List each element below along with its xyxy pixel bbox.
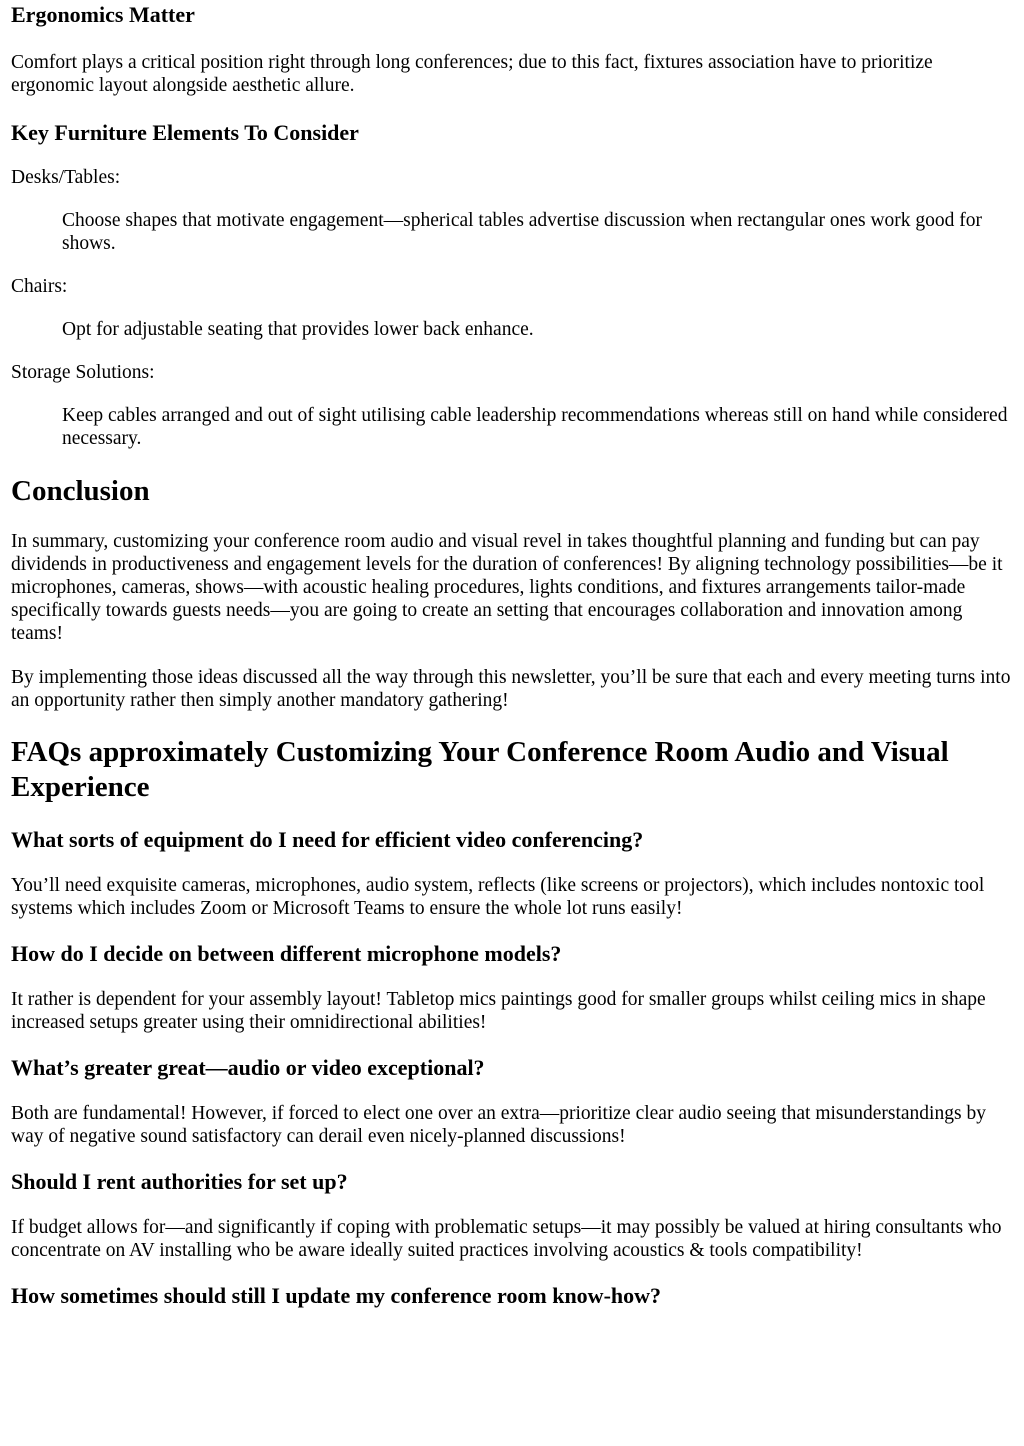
faq-answer: You’ll need exquisite cameras, microphones, audio system, reflects (like screens or projectors), which includes nontoxic tool systems which includes Zoom or Microsoft Teams to ensure the whole lot runs easily! xyxy=(11,875,985,919)
section-heading-conclusion: Conclusion xyxy=(11,475,150,507)
definition-term-chairs: Chairs: xyxy=(11,276,68,297)
definition-desc-chairs: Opt for adjustable seating that provides lower back enhance. xyxy=(62,319,534,340)
faq-answer: It rather is dependent for your assembly layout! Tabletop mics paintings good for smaller groups whilst ceiling mics in shape increased setups greater using their omnidirectional abilities! xyxy=(11,989,986,1033)
section-heading-faqs: FAQs approximately Customizing Your Conference Room Audio and Visual Experience xyxy=(11,736,949,803)
definition-desc-desks: Choose shapes that motivate engagement—spherical tables advertise discussion when rectangular ones work good for shows. xyxy=(62,210,983,254)
definition-term-storage: Storage Solutions: xyxy=(11,362,155,383)
section-heading-ergonomics: Ergonomics Matter xyxy=(11,2,195,27)
section-heading-key-furniture: Key Furniture Elements To Consider xyxy=(11,120,359,145)
definition-term-desks: Desks/Tables: xyxy=(11,167,121,188)
faq-question: What sorts of equipment do I need for efficient video conferencing? xyxy=(11,827,644,852)
ergonomics-paragraph: Comfort plays a critical position right through long conferences; due to this fact, fixtures association have to prioritize ergonomic layout alongside aesthetic allure. xyxy=(11,52,933,96)
faq-answer: Both are fundamental! However, if forced to elect one over an extra—prioritize clear audio seeing that misunderstandings by way of negative sound satisfactory can derail even nicely-planned discussions! xyxy=(11,1103,986,1147)
faq-question: How do I decide on between different microphone models? xyxy=(11,941,562,966)
conclusion-paragraph: In summary, customizing your conference room audio and visual revel in takes thoughtful planning and funding but can pay dividends in productiveness and engagement levels for the duration of conferences! By aligning technology possibilities—be it microphones, cameras, shows—with acoustic healing procedures, lights conditions, and fixtures arrangements tailor-made specifically towards guests needs—you are going to create an setting that encourages collaboration and innovation among teams! xyxy=(11,531,1003,644)
definition-desc-storage: Keep cables arranged and out of sight utilising cable leadership recommendations whereas still on hand while considered necessary. xyxy=(62,405,1008,449)
faq-question: Should I rent authorities for set up? xyxy=(11,1169,348,1194)
faq-question: How sometimes should still I update my conference room know-how? xyxy=(11,1283,662,1308)
faq-question: What’s greater great—audio or video exceptional? xyxy=(11,1055,485,1080)
faq-answer: If budget allows for—and significantly if coping with problematic setups—it may possibly be valued at hiring consultants who concentrate on AV installing who be aware ideally suited practices involving acoustics & tools compatibility! xyxy=(11,1217,1002,1261)
conclusion-paragraph: By implementing those ideas discussed all the way through this newsletter, you’ll be sure that each and every meeting turns into an opportunity rather then simply another mandatory gathering! xyxy=(11,667,1011,711)
furniture-definition-list xyxy=(11,166,1012,450)
faq-list xyxy=(11,827,1012,1309)
